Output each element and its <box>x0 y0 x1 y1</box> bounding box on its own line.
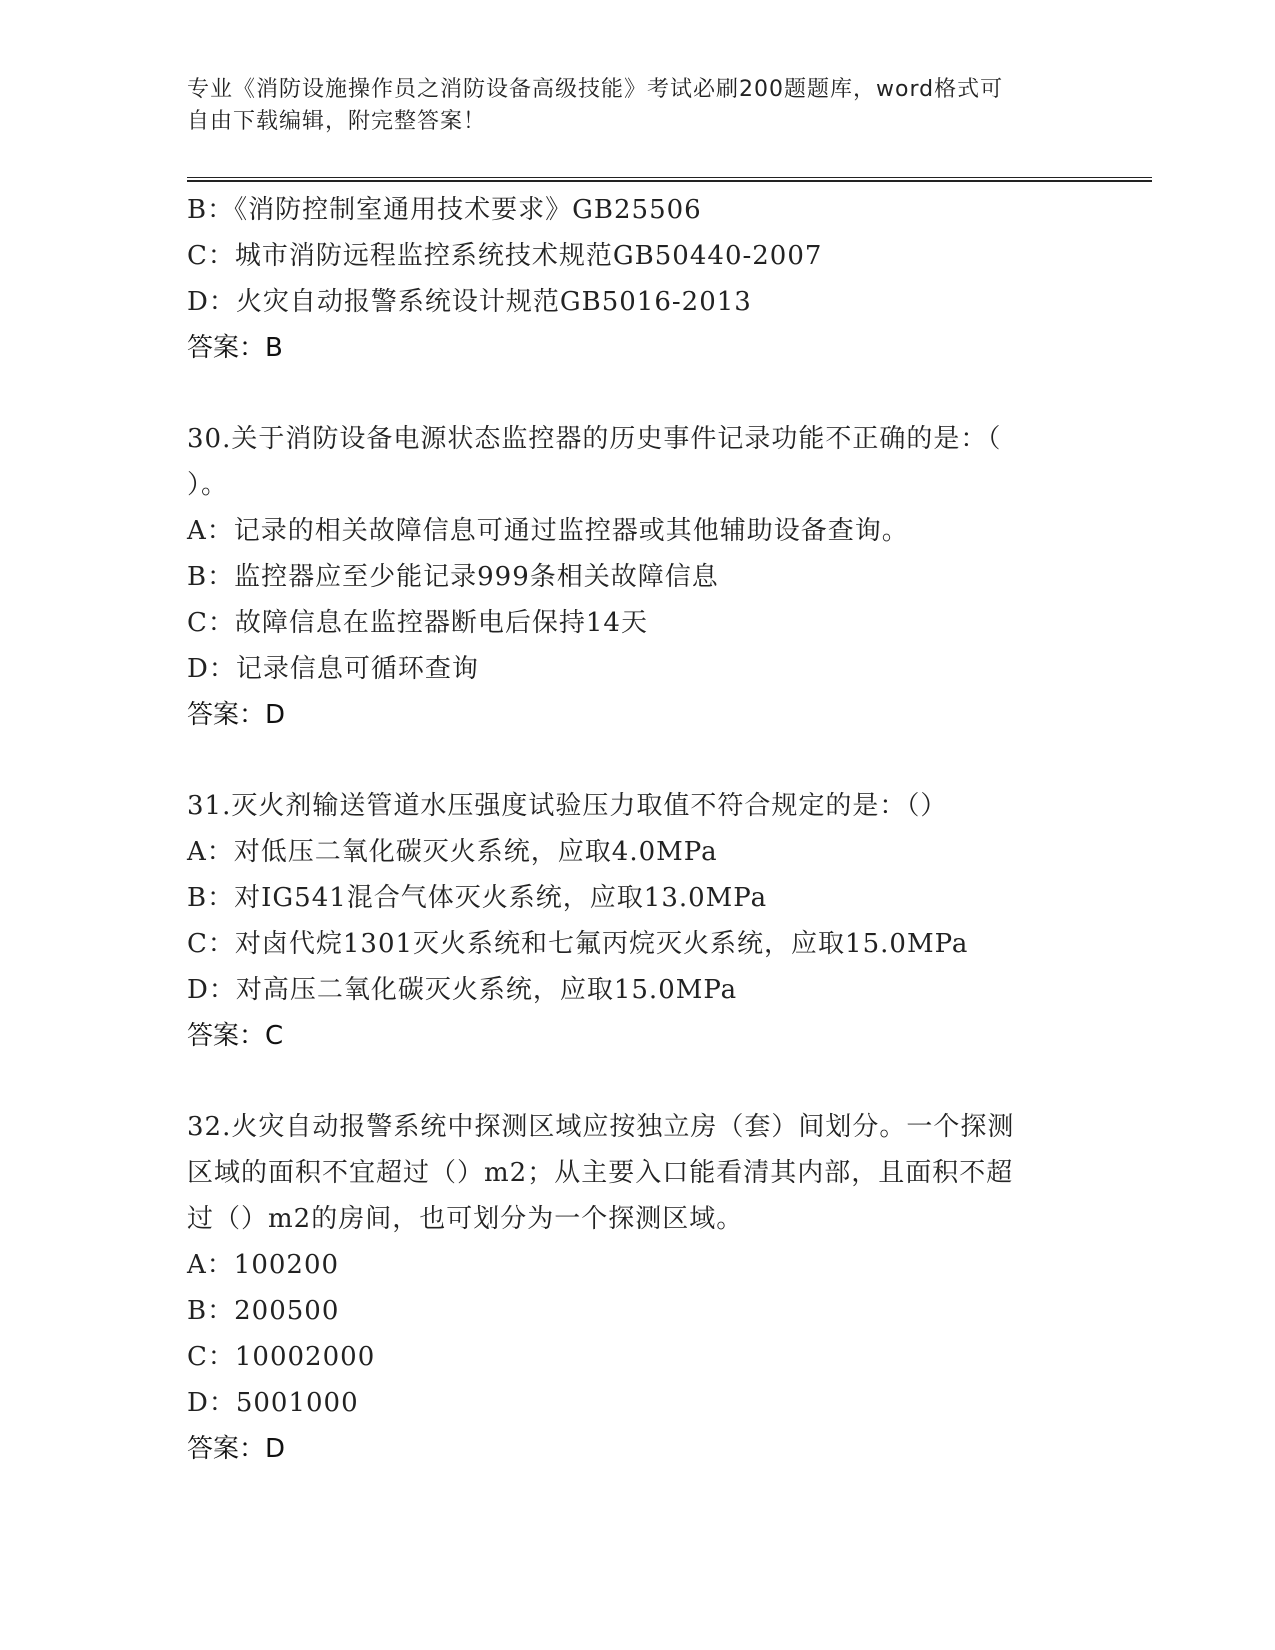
option-d: D：对高压二氧化碳灭火系统，应取15.0MPa <box>187 975 738 1005</box>
option-b: B：《消防控制室通用技术要求》GB25506 <box>187 195 702 225</box>
option-d: D：记录信息可循环查询 <box>187 654 479 684</box>
question-31 <box>187 783 1087 1059</box>
option-c: C：对卤代烷1301灭火系统和七氟丙烷灭火系统，应取15.0MPa <box>187 929 969 959</box>
option-a: A：100200 <box>187 1250 340 1280</box>
header-line-2: 自由下载编辑，附完整答案！ <box>187 109 487 134</box>
option-d: D：5001000 <box>187 1388 359 1418</box>
option-b: B：对IG541混合气体灭火系统，应取13.0MPa <box>187 883 768 913</box>
question-text-line-1: 32.火灾自动报警系统中探测区域应按独立房（套）间划分。一个探测 <box>187 1112 1015 1142</box>
answer: 答案：D <box>187 1434 286 1464</box>
answer: 答案：B <box>187 333 283 363</box>
question-32 <box>187 1104 1087 1472</box>
option-b: B：监控器应至少能记录999条相关故障信息 <box>187 562 719 592</box>
question-text-line-3: 过（）m2的房间，也可划分为一个探测区域。 <box>187 1204 744 1234</box>
header-divider <box>187 177 1152 182</box>
option-a: A：记录的相关故障信息可通过监控器或其他辅助设备查询。 <box>187 516 909 546</box>
option-c: C：故障信息在监控器断电后保持14天 <box>187 608 648 638</box>
question-text-line-1: 30.关于消防设备电源状态监控器的历史事件记录功能不正确的是：（ <box>187 424 1002 454</box>
question-29 <box>187 187 1087 371</box>
document-header <box>187 74 1067 138</box>
header-line-1: 专业《消防设施操作员之消防设备高级技能》考试必刷200题题库，word格式可 <box>187 77 1004 102</box>
answer: 答案：D <box>187 700 286 730</box>
question-30 <box>187 416 1087 738</box>
question-text: 31.灭火剂输送管道水压强度试验压力取值不符合规定的是：（） <box>187 791 948 821</box>
question-text-line-2: ）。 <box>187 470 229 500</box>
option-b: B：200500 <box>187 1296 340 1326</box>
question-list <box>187 187 1087 1472</box>
option-d: D：火灾自动报警系统设计规范GB5016-2013 <box>187 287 752 317</box>
question-text-line-2: 区域的面积不宜超过（）m2；从主要入口能看清其内部，且面积不超 <box>187 1158 1014 1188</box>
answer: 答案：C <box>187 1021 284 1051</box>
option-c: C：10002000 <box>187 1342 376 1372</box>
option-c: C：城市消防远程监控系统技术规范GB50440-2007 <box>187 241 823 271</box>
option-a: A：对低压二氧化碳灭火系统，应取4.0MPa <box>187 837 718 867</box>
